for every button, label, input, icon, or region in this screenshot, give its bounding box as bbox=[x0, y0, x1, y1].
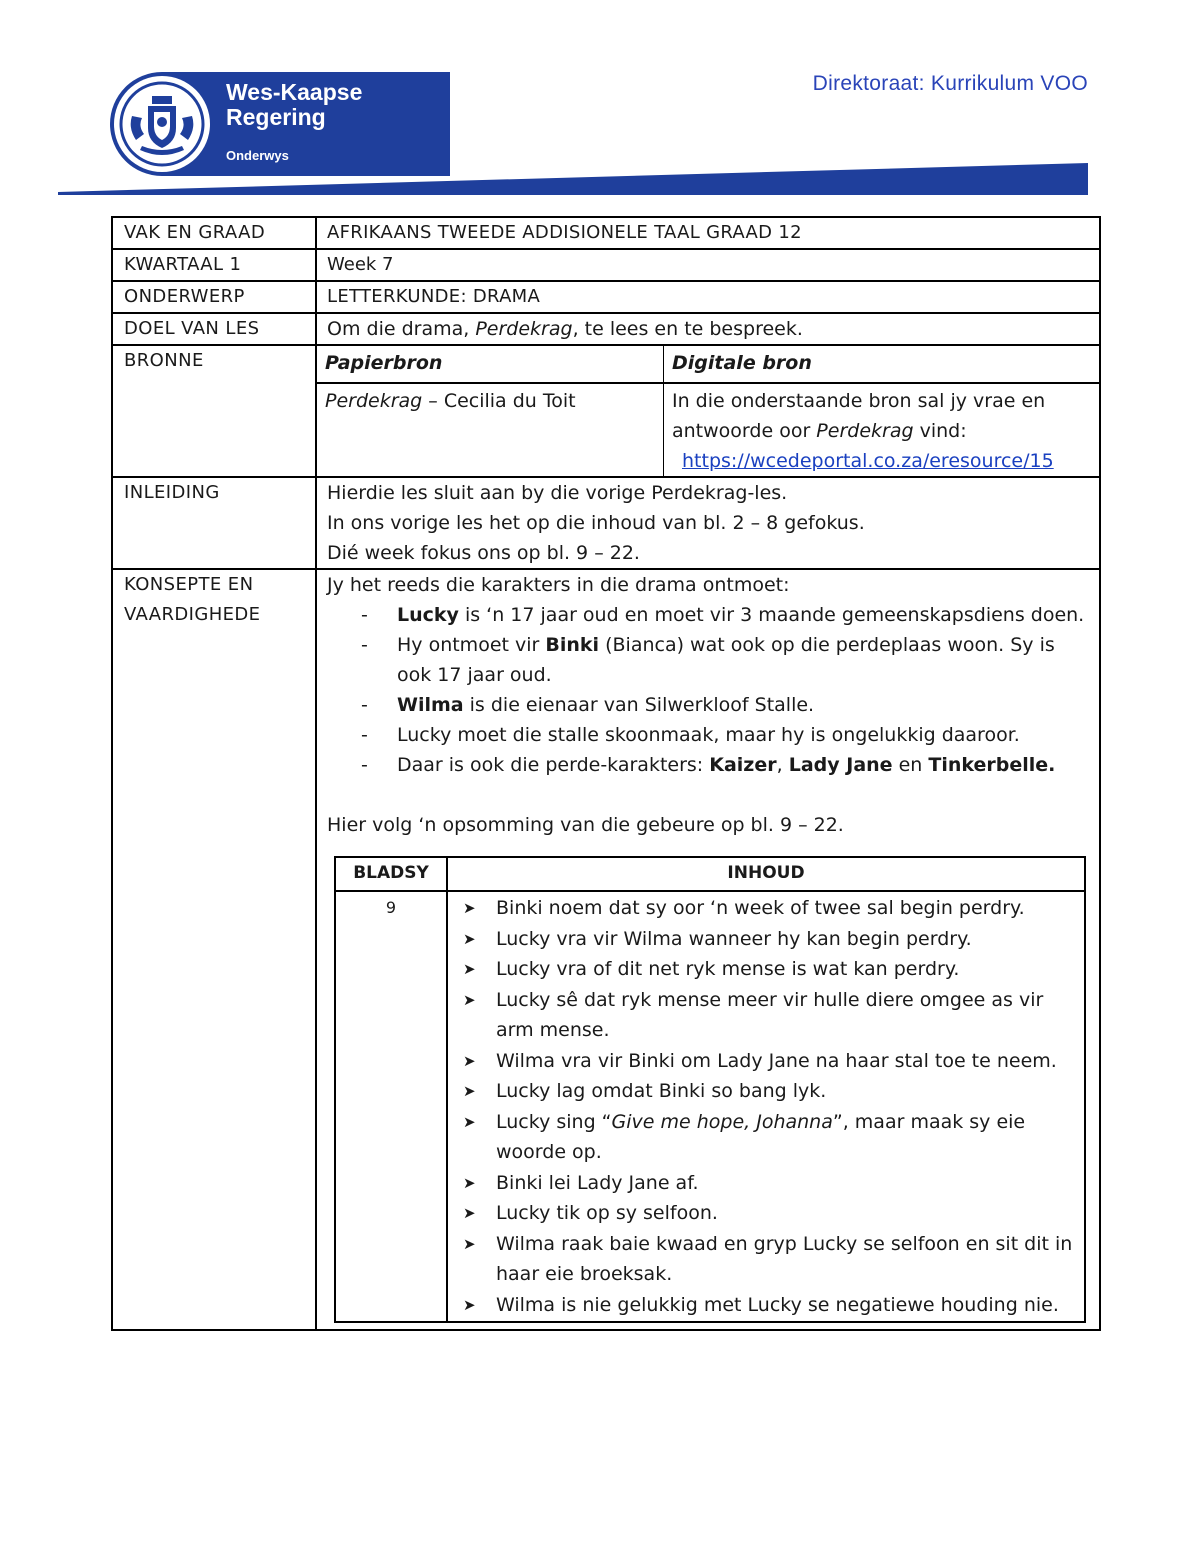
list-item: ➤ Lucky vra vir Wilma wanneer hy kan begin perdry. bbox=[461, 924, 1073, 955]
intro-line: In ons vorige les het op die inhoud van bl. 2 – 8 gefokus. bbox=[327, 512, 865, 534]
list-item: ➤ Lucky sing “Give me hope, Johanna”, maar maak sy eie woorde op. bbox=[461, 1107, 1073, 1168]
events-list bbox=[449, 893, 1083, 1320]
aim-drama-title: Perdekrag bbox=[475, 318, 573, 340]
page-number: 9 bbox=[335, 891, 447, 1322]
resources-table bbox=[317, 346, 1099, 476]
row-resources bbox=[112, 345, 1100, 477]
intro-line: Dié week fokus ons op bl. 9 – 22. bbox=[327, 542, 640, 564]
list-item: - Lucky is ‘n 17 jaar oud en moet vir 3 maande gemeenskapsdiens doen. bbox=[359, 600, 1089, 630]
label-topic: ONDERWERP bbox=[112, 281, 316, 313]
row-concepts-skills bbox=[112, 569, 1100, 1330]
list-item: - Wilma is die eienaar van Silwerkloof Stalle. bbox=[359, 690, 1089, 720]
list-item: ➤ Lucky sê dat ryk mense meer vir hulle diere omgee as vir arm mense. bbox=[461, 985, 1073, 1046]
list-item: ➤ Binki lei Lady Jane af. bbox=[461, 1168, 1073, 1199]
label-term: KWARTAAL 1 bbox=[112, 249, 316, 281]
label-introduction: INLEIDING bbox=[112, 477, 316, 569]
logo-department: Onderwys bbox=[226, 148, 289, 163]
list-item: ➤ Wilma is nie gelukkig met Lucky se negatiewe houding nie. bbox=[461, 1290, 1073, 1321]
lesson-plan-table bbox=[111, 216, 1101, 1331]
directorate-label: Direktoraat: Kurrikulum VOO bbox=[812, 72, 1088, 95]
concepts-content bbox=[316, 569, 1100, 1330]
row-term bbox=[112, 249, 1100, 281]
resources-cell bbox=[316, 345, 1100, 477]
paper-source-author: – Cecilia du Toit bbox=[422, 390, 576, 412]
paper-source-title: Perdekrag bbox=[325, 390, 423, 412]
row-topic bbox=[112, 281, 1100, 313]
value-aim bbox=[316, 313, 1100, 345]
col-header-page: BLADSY bbox=[335, 857, 447, 891]
characters-intro: Jy het reeds die karakters in die drama ontmoet: bbox=[327, 574, 790, 596]
col-header-content: INHOUD bbox=[447, 857, 1085, 891]
introduction-text bbox=[316, 477, 1100, 569]
table-row bbox=[335, 891, 1085, 1322]
crest-emblem bbox=[114, 76, 210, 172]
row-introduction bbox=[112, 477, 1100, 569]
government-logo bbox=[110, 72, 450, 176]
row-lesson-aim bbox=[112, 313, 1100, 345]
value-subject: AFRIKAANS TWEEDE ADDISIONELE TAAL GRAAD 12 bbox=[316, 217, 1100, 249]
summary-intro: Hier volg ‘n opsomming van die gebeure op bl. 9 – 22. bbox=[327, 814, 844, 836]
eresource-link[interactable]: https://wcedeportal.co.za/eresource/15 bbox=[682, 450, 1054, 472]
character-list bbox=[327, 600, 1089, 780]
digital-source bbox=[664, 383, 1100, 476]
label-subject: VAK EN GRAAD bbox=[112, 217, 316, 249]
list-item: ➤ Lucky lag omdat Binki so bang lyk. bbox=[461, 1076, 1073, 1107]
logo-wordmark: Wes-Kaapse Regering bbox=[226, 79, 363, 130]
label-resources: BRONNE bbox=[112, 345, 316, 477]
events-cell bbox=[447, 891, 1085, 1322]
list-item: ➤ Wilma vra vir Binki om Lady Jane na haar stal toe te neem. bbox=[461, 1046, 1073, 1077]
list-item: ➤ Binki noem dat sy oor ‘n week of twee sal begin perdry. bbox=[461, 893, 1073, 924]
list-item: - Hy ontmoet vir Binki (Bianca) wat ook op die perdeplaas woon. Sy is ook 17 jaar oud. bbox=[359, 630, 1089, 690]
value-topic: LETTERKUNDE: DRAMA bbox=[316, 281, 1100, 313]
row-subject-grade bbox=[112, 217, 1100, 249]
label-skills-line: VAARDIGHEDE bbox=[124, 604, 261, 625]
list-item: - Daar is ook die perde-karakters: Kaizer, Lady Jane en Tinkerbelle. bbox=[359, 750, 1089, 780]
list-item: ➤ Lucky vra of dit net ryk mense is wat kan perdry. bbox=[461, 954, 1073, 985]
value-week: Week 7 bbox=[316, 249, 1100, 281]
paper-source bbox=[317, 383, 664, 476]
aim-text-pre: Om die drama, bbox=[327, 318, 476, 340]
label-aim: DOEL VAN LES bbox=[112, 313, 316, 345]
label-concepts-line: KONSEPTE EN bbox=[124, 574, 254, 595]
digital-source-header: Digitale bron bbox=[664, 346, 1100, 383]
events-table bbox=[334, 856, 1086, 1323]
list-item: ➤ Lucky tik op sy selfoon. bbox=[461, 1198, 1073, 1229]
label-concepts bbox=[112, 569, 316, 1330]
intro-line: Hierdie les sluit aan by die vorige Perdekrag-les. bbox=[327, 482, 788, 504]
list-item: - Lucky moet die stalle skoonmaak, maar hy is ongelukkig daaroor. bbox=[359, 720, 1089, 750]
list-item: ➤ Wilma raak baie kwaad en gryp Lucky se selfoon en sit dit in haar eie broeksak. bbox=[461, 1229, 1073, 1290]
aim-text-post: , te lees en te bespreek. bbox=[572, 318, 803, 340]
digital-source-suffix: vind: bbox=[913, 420, 967, 442]
digital-source-title: Perdekrag bbox=[816, 420, 914, 442]
paper-source-header: Papierbron bbox=[317, 346, 664, 383]
digital-source-text: In die onderstaande bron sal jy vrae en antwoorde oor bbox=[672, 390, 1046, 442]
